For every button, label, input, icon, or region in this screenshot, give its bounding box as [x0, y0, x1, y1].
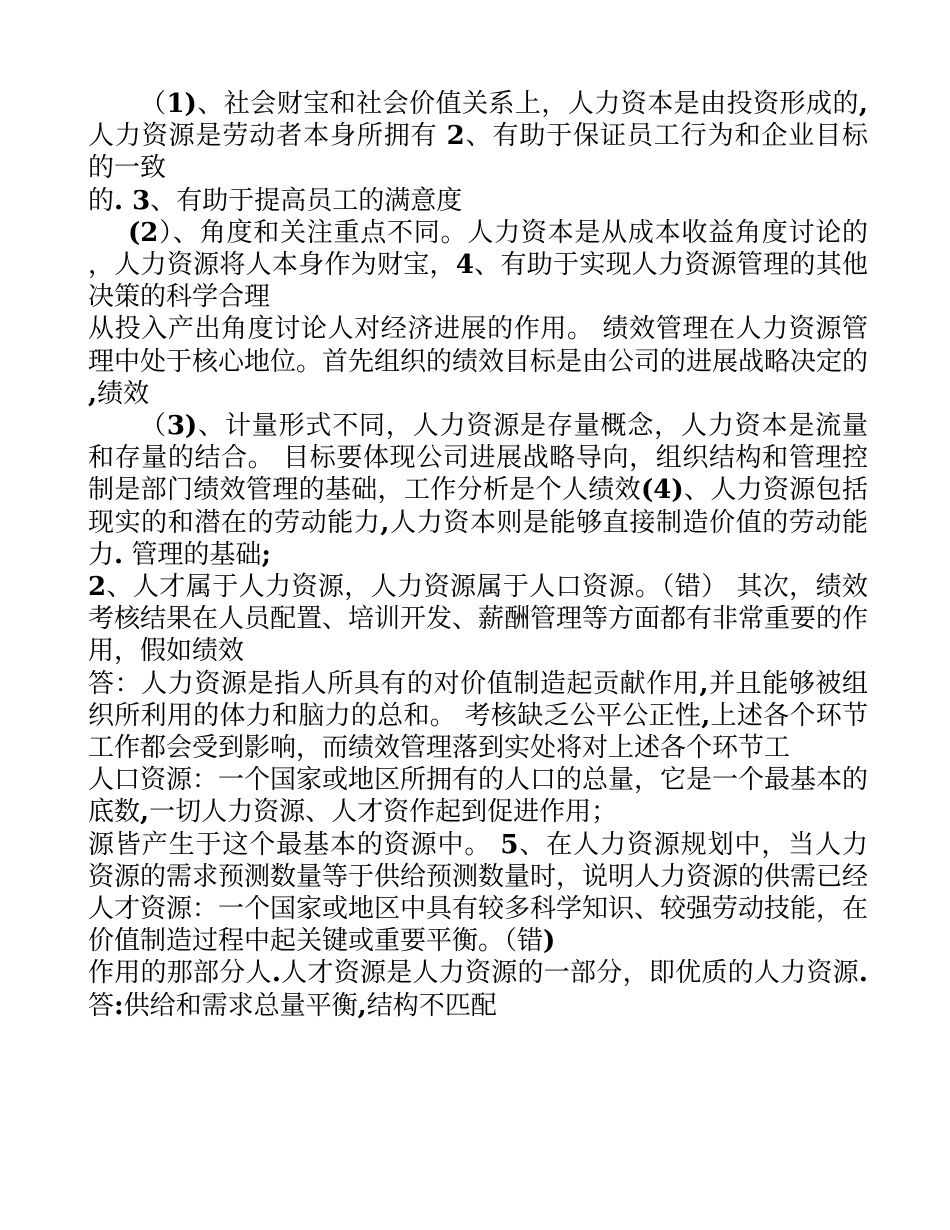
bold-text-run: , — [357, 990, 367, 1021]
bold-text-run: 4 — [455, 250, 474, 281]
bold-text-run: , — [380, 507, 390, 538]
paragraph — [88, 893, 868, 957]
text-run: 人才资源：一个国家或地区中具有较多科学知识、较强劳动技能，在价值制造过程中起关键或重要平衡。（错 — [88, 894, 869, 957]
text-run: 管理的基础 — [123, 539, 262, 570]
bold-text-run: 5 — [500, 829, 519, 860]
paragraph — [88, 668, 868, 765]
paragraph — [88, 313, 868, 410]
bold-text-run: . — [114, 539, 124, 570]
text-run: 、人才属于人力资源，人力资源属于人口资源。（错） 其次，绩效考核结果在人员配置、培训开发、薪酬管理等方面都有非常重要的作用，假如绩效 — [88, 572, 869, 667]
paragraph — [88, 88, 868, 185]
text-run: 人口资源：一个国家或地区所拥有的人口的总量，它是一个最基本的底数 — [88, 765, 869, 828]
text-run: 人才资源是人力资源的一部分，即优质的人力资源 — [280, 958, 859, 989]
bold-text-run: . — [858, 958, 868, 989]
bold-text-run: 1) — [166, 89, 197, 119]
bold-text-run: ; — [261, 539, 271, 570]
bold-text-run: 2 — [88, 572, 107, 603]
bold-text-run: (4) — [640, 475, 684, 506]
bold-text-run: 3) — [166, 411, 198, 442]
text-run: 供给和需求总量平衡 — [123, 990, 358, 1021]
bold-text-run: , — [140, 797, 150, 828]
bold-text-run: , — [699, 668, 709, 699]
text-run: 从投入产出角度讨论人对经济进展的作用。 绩效管理在人力资源管理中处于核心地位。首先组织的绩效目标是由公司的进展战略决定的 — [88, 314, 869, 377]
text-run: 一切人力资源、人才资作起到促进作用； — [149, 797, 618, 828]
text-run: ）、角度和关注重点不同。人力资本是从成本收益角度讨论的，人力资源将人本身作为财宝， — [88, 217, 868, 281]
paragraph — [88, 957, 868, 1021]
text-run: 并且能够被组织所利用的体力和脑力的总和。 考核缺乏公平公正性 — [88, 668, 868, 731]
paragraph — [88, 829, 868, 893]
text-run: （ — [140, 89, 167, 119]
text-run: 、计量形式不同，人力资源是存量概念，人力资本是流量和存量的结合。 目标要体现公司进展战略导向，组织结构和管理控制是部门绩效管理的基础，工作分析是个人绩效 — [88, 411, 868, 506]
paragraph — [88, 185, 868, 217]
paragraph — [88, 410, 868, 571]
document-body — [88, 88, 868, 1022]
bold-text-run: (2 — [128, 217, 159, 248]
bold-text-run: ) — [543, 926, 556, 957]
paragraph — [88, 764, 868, 828]
text-run: 、有助于保证员工行为和企业目标的一致 — [88, 121, 868, 184]
bold-text-run: , — [701, 700, 711, 731]
text-run: 、在人力资源规划中，当人力资源的需求预测数量等于供给预测数量时，说明人力资源的供需已经 — [88, 829, 869, 892]
bold-text-run: : — [114, 990, 124, 1021]
bold-text-run: , — [88, 378, 98, 409]
text-run: 、有助于实现人力资源管理的其他决策的科学合理 — [88, 250, 868, 313]
text-run: 、社会财宝和社会价值关系上，人力资本是由投资形成的 — [196, 89, 859, 119]
text-run: 、人力资源包括现实的和潜在的劳动能力 — [88, 475, 868, 538]
text-run: 答：人力资源是指人所具有的对价值制造起贡献作用 — [88, 668, 700, 699]
bold-text-run: 2 — [446, 121, 465, 152]
paragraph — [88, 571, 868, 668]
text-run: 人力资源是劳动者本身所拥有 — [88, 121, 447, 152]
bold-text-run: . — [271, 958, 281, 989]
paragraph — [88, 217, 868, 314]
text-run: 人力资本则是能够直接制造价值的劳动能力 — [88, 507, 868, 570]
text-run: （ — [140, 411, 167, 442]
text-run: 作用的那部分人 — [88, 958, 272, 989]
text-run: 答 — [88, 990, 115, 1021]
text-run: 的 — [88, 185, 115, 216]
text-run: 上述各个环节工作都会受到影响，而绩效管理落到实处将对上述各个环节工 — [88, 700, 868, 764]
text-run: 、有助于提高员工的满意度 — [150, 185, 463, 216]
text-run: 源皆产生于这个最基本的资源中。 — [88, 829, 501, 860]
bold-text-run: . 3 — [114, 185, 151, 216]
text-run: 结构不匹配 — [366, 990, 497, 1021]
text-run: 绩效 — [97, 378, 150, 409]
bold-text-run: , — [858, 89, 868, 119]
